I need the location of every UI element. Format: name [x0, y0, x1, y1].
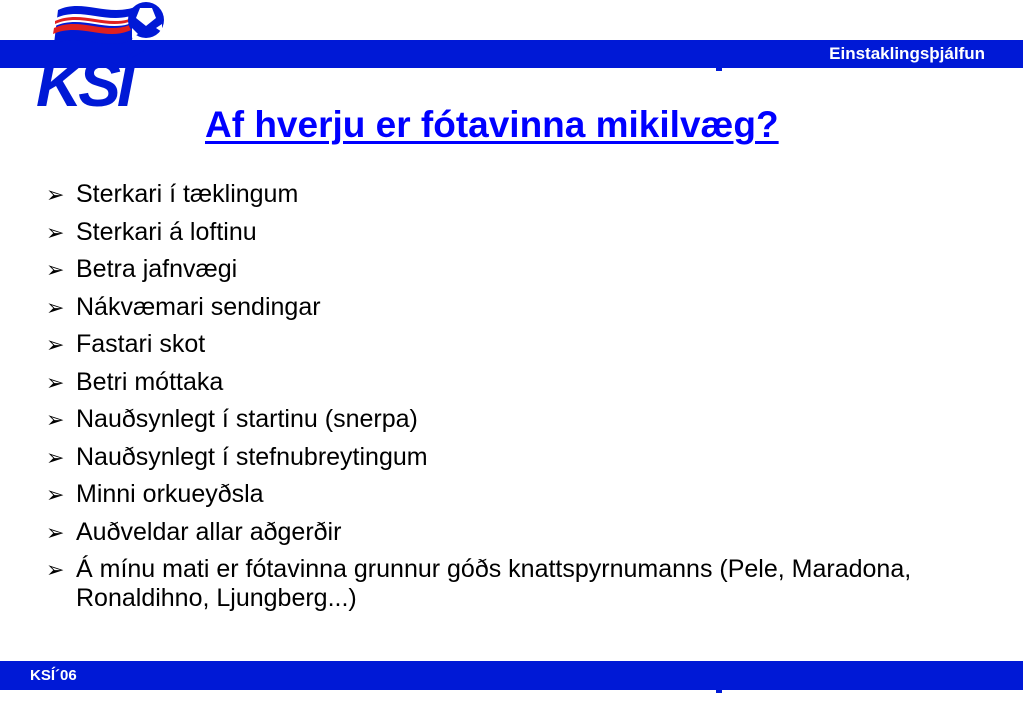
arrow-bullet-icon: ➢ — [46, 369, 65, 395]
bullet-item: ➢ Fastari skot — [46, 330, 206, 358]
footer-label: KSÍ´06 — [30, 667, 77, 684]
footer-bar-notch — [716, 690, 722, 693]
svg-text:KSÍ: KSÍ — [36, 48, 131, 112]
bullet-item: ➢ Auðveldar allar aðgerðir — [46, 517, 342, 546]
bullet-item: ➢ Nákvæmari sendingar — [46, 292, 321, 321]
bullet-item: ➢ Nauðsynlegt í startinu (snerpa) — [46, 405, 418, 433]
bullet-item: ➢ Betri móttaka — [46, 367, 224, 396]
bullet-item: ➢ Á mínu mati er fótavinna grunnur góðs knattspyrnumanns (Pele, Maradona, Ronaldihno, Ljungberg...) — [46, 555, 912, 612]
header-label: Einstaklingsþjálfun — [829, 44, 985, 63]
bullet-item: ➢ Sterkari á loftinu — [46, 217, 257, 246]
arrow-bullet-icon: ➢ — [46, 219, 65, 245]
arrow-bullet-icon: ➢ — [46, 257, 65, 282]
bullet-item: ➢ Nauðsynlegt í stefnubreytingum — [46, 442, 428, 471]
slide-title: Af hverju er fótavinna mikilvæg? — [205, 104, 779, 145]
bullet-item: ➢ Betra jafnvægi — [46, 255, 238, 283]
arrow-bullet-icon: ➢ — [46, 294, 65, 320]
bullet-item: ➢ Sterkari í tæklingum — [46, 180, 299, 208]
arrow-bullet-icon: ➢ — [46, 332, 65, 357]
bullet-list — [46, 180, 996, 622]
arrow-bullet-icon: ➢ — [46, 482, 65, 507]
arrow-bullet-icon: ➢ — [46, 557, 65, 582]
arrow-bullet-icon: ➢ — [46, 407, 65, 432]
header-bar-notch — [716, 68, 722, 71]
arrow-bullet-icon: ➢ — [46, 519, 65, 545]
arrow-bullet-icon: ➢ — [46, 182, 65, 207]
footer-bar — [0, 661, 1023, 690]
bullet-item: ➢ Minni orkueyðsla — [46, 480, 264, 508]
arrow-bullet-icon: ➢ — [46, 444, 65, 470]
ksi-logo — [28, 0, 168, 112]
